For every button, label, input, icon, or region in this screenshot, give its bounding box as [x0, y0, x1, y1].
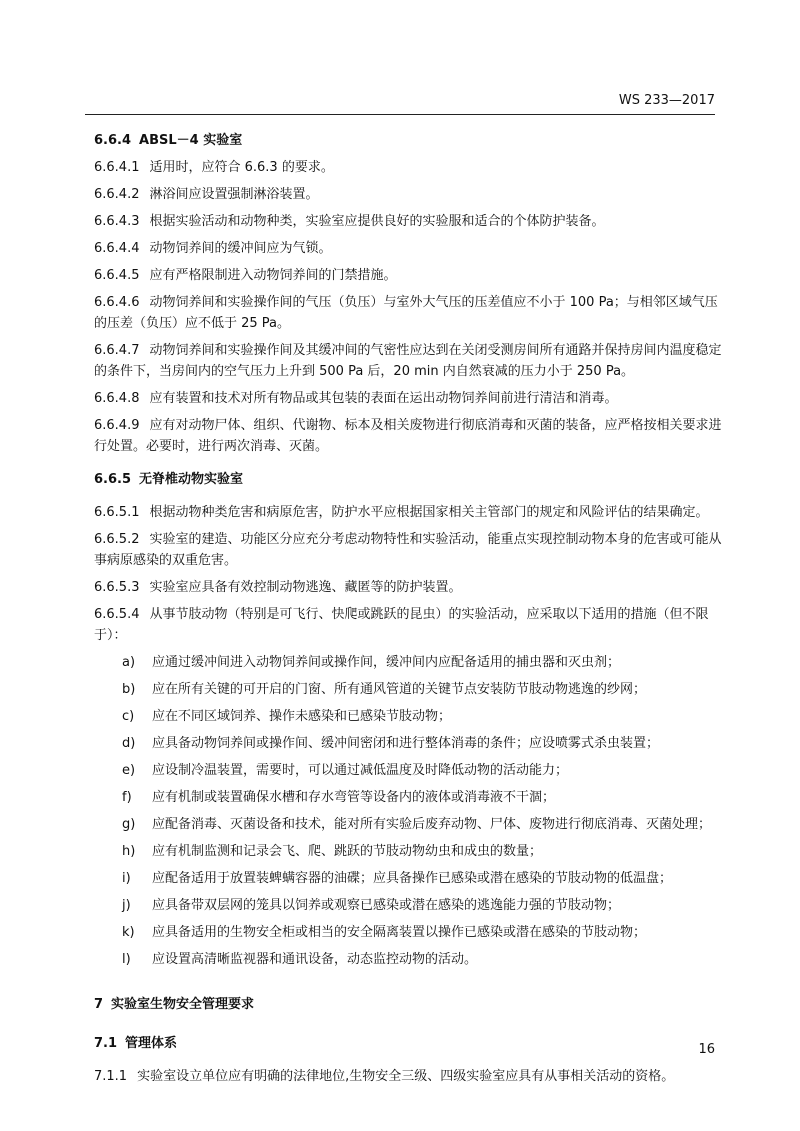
clause-text: 从事节肢动物（特别是可飞行、快爬或跳跃的昆虫）的实验活动，应采取以下适用的措施（但不限于）： [94, 607, 709, 643]
clause-text: 应有严格限制进入动物饲养间的门禁措施。 [149, 268, 397, 283]
list-label: l) [122, 952, 131, 967]
section-heading [94, 130, 730, 151]
clause-text: 应有对动物尸体、组织、代谢物、标本及相关废物进行彻底消毒和灭菌的装备，应严格按相关要求进行处置。必要时，进行两次消毒、灭菌。 [94, 418, 722, 454]
section-heading [94, 1033, 730, 1054]
list-item [122, 922, 730, 943]
clause-text: 淋浴间应设置强制淋浴装置。 [149, 187, 319, 202]
list-label: g) [122, 817, 136, 832]
list-item [122, 949, 730, 970]
list-item [122, 868, 730, 889]
clause-text: 根据动物种类危害和病原危害，防护水平应根据国家相关主管部门的规定和风险评估的结果确定。 [149, 505, 709, 520]
clause-6-6-4-6 [94, 292, 730, 334]
list-label: h) [122, 844, 136, 859]
list-label: f) [122, 790, 132, 805]
measures-list [94, 652, 730, 970]
clause-text: 动物饲养间和实验操作间的气压（负压）与室外大气压的压差值应不小于 100 Pa；与相邻区域气压的压差（负压）应不低于 25 Pa。 [94, 295, 718, 331]
clause-number: 6.6.4.7 [94, 343, 140, 358]
clause-text: 根据实验活动和动物种类，实验室应提供良好的实验服和适合的个体防护装备。 [149, 214, 605, 229]
list-item [122, 814, 730, 835]
clause-text: 实验室应具备有效控制动物逃逸、藏匿等的防护装置。 [149, 580, 462, 595]
header-rule [85, 114, 715, 115]
clause-number: 6.6.4.9 [94, 418, 140, 433]
list-text: 应配备消毒、灭菌设备和技术，能对所有实验后废弃动物、尸体、废物进行彻底消毒、灭菌处理； [152, 817, 712, 832]
section-title: ABSL－4 实验室 [139, 133, 243, 148]
list-text: 应配备适用于放置装蜱螨容器的油碟；应具备操作已感染或潜在感染的节肢动物的低温盘； [152, 871, 673, 886]
clause-number: 6.6.4.3 [94, 214, 140, 229]
clause-number: 6.6.5.3 [94, 580, 140, 595]
list-item [122, 895, 730, 916]
section-number: 6.6.4 [94, 133, 132, 148]
page-number: 16 [698, 1042, 715, 1057]
list-item [122, 787, 730, 808]
list-text: 应具备带双层网的笼具以饲养或观察已感染或潜在感染的逃逸能力强的节肢动物； [152, 898, 621, 913]
list-label: a) [122, 655, 136, 670]
chapter-title: 实验室生物安全管理要求 [111, 997, 255, 1012]
clause-number: 6.6.5.2 [94, 532, 140, 547]
section-number: 7.1 [94, 1036, 118, 1051]
clause-6-6-5-3 [94, 577, 730, 598]
list-label: k) [122, 925, 135, 940]
clause-number: 6.6.4.5 [94, 268, 140, 283]
clause-6-6-4-4 [94, 238, 730, 259]
clause-6-6-4-1 [94, 157, 730, 178]
clause-text: 实验室的建造、功能区分应充分考虑动物特性和实验活动，能重点实现控制动物本身的危害或可能从事病原感染的双重危害。 [94, 532, 722, 568]
list-label: c) [122, 709, 135, 724]
clause-number: 6.6.4.8 [94, 391, 140, 406]
clause-6-6-5-2 [94, 529, 730, 571]
clause-6-6-5-1 [94, 502, 730, 523]
list-label: j) [122, 898, 131, 913]
clause-6-6-4-8 [94, 388, 730, 409]
clause-6-6-4-7 [94, 340, 730, 382]
list-text: 应有机制或装置确保水槽和存水弯管等设备内的液体或消毒液不干涸； [152, 790, 556, 805]
section-title: 无脊椎动物实验室 [139, 472, 244, 487]
list-label: d) [122, 736, 136, 751]
chapter-number: 7 [94, 997, 104, 1012]
clause-text: 实验室设立单位应有明确的法律地位,生物安全三级、四级实验室应具有从事相关活动的资格。 [137, 1069, 675, 1084]
clause-6-6-4-5 [94, 265, 730, 286]
section-heading [94, 469, 730, 490]
clause-number: 6.6.4.1 [94, 160, 140, 175]
list-label: i) [122, 871, 131, 886]
page-content [94, 130, 730, 1087]
list-text: 应在不同区域饲养、操作未感染和已感染节肢动物； [152, 709, 452, 724]
list-label: b) [122, 682, 136, 697]
list-item [122, 652, 730, 673]
clause-6-6-4-3 [94, 211, 730, 232]
list-item [122, 706, 730, 727]
list-label: e) [122, 763, 136, 778]
clause-number: 6.6.5.1 [94, 505, 140, 520]
list-item [122, 679, 730, 700]
clause-text: 动物饲养间的缓冲间应为气锁。 [149, 241, 332, 256]
list-text: 应设制冷温装置，需要时，可以通过减低温度及时降低动物的活动能力； [152, 763, 569, 778]
section-number: 6.6.5 [94, 472, 132, 487]
list-text: 应通过缓冲间进入动物饲养间或操作间，缓冲间内应配备适用的捕虫器和灭虫剂； [152, 655, 621, 670]
clause-text: 适用时，应符合 6.6.3 的要求。 [149, 160, 334, 175]
list-text: 应设置高清晰监视器和通讯设备，动态监控动物的活动。 [152, 952, 478, 967]
list-text: 应在所有关键的可开启的门窗、所有通风管道的关键节点安装防节肢动物逃逸的纱网； [152, 682, 647, 697]
standard-code: WS 233—2017 [618, 93, 715, 108]
list-item [122, 733, 730, 754]
list-item [122, 841, 730, 862]
clause-6-6-4-9 [94, 415, 730, 457]
clause-text: 应有装置和技术对所有物品或其包装的表面在运出动物饲养间前进行清洁和消毒。 [149, 391, 618, 406]
chapter-heading [94, 994, 730, 1015]
clause-text: 动物饲养间和实验操作间及其缓冲间的气密性应达到在关闭受测房间所有通路并保持房间内温度稳定的条件下，当房间内的空气压力上升到 500 Pa 后，20 min 内自然衰减的压力小于 250 Pa。 [94, 343, 722, 379]
list-text: 应具备动物饲养间或操作间、缓冲间密闭和进行整体消毒的条件；应设喷雾式杀虫装置； [152, 736, 660, 751]
list-text: 应具备适用的生物安全柜或相当的安全隔离装置以操作已感染或潜在感染的节肢动物； [152, 925, 647, 940]
clause-number: 6.6.4.4 [94, 241, 140, 256]
clause-7-1-1 [94, 1066, 730, 1087]
section-title: 管理体系 [125, 1036, 178, 1051]
clause-6-6-4-2 [94, 184, 730, 205]
list-item [122, 760, 730, 781]
clause-number: 6.6.5.4 [94, 607, 140, 622]
list-text: 应有机制监测和记录会飞、爬、跳跃的节肢动物幼虫和成虫的数量； [152, 844, 543, 859]
clause-number: 6.6.4.2 [94, 187, 140, 202]
clause-number: 7.1.1 [94, 1069, 128, 1084]
clause-6-6-5-4 [94, 604, 730, 646]
clause-number: 6.6.4.6 [94, 295, 140, 310]
